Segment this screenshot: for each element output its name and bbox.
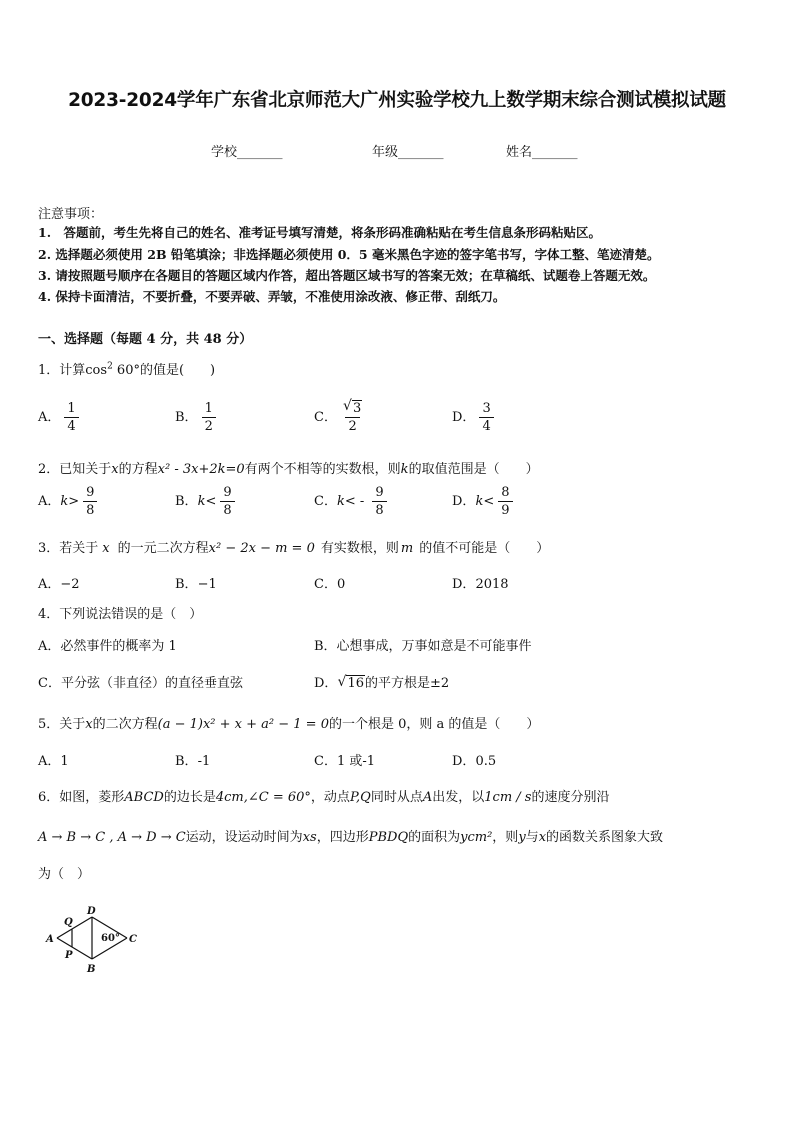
q5-stem-c: 的一个根是 0，则 a 的值是（ ） [328,717,540,732]
radicand: 3 [352,401,362,416]
option-label: B． [175,494,198,509]
label-d: D [87,906,96,917]
q6-path: A → B → C , A → D → C [38,830,186,845]
q5-equation: (a − 1)x² + x + a² − 1 = 0 [157,717,329,732]
q3-option-c[interactable] [314,573,345,592]
option-label: A． [38,577,61,592]
fraction [341,400,364,435]
numerator: 8 [501,485,510,500]
q6-text: 与 [525,830,539,845]
q6-pbdq: PBDQ [368,830,409,845]
q6-xs: xs [302,830,317,845]
question-3-stem [38,537,549,556]
q6-ycm: ycm² [460,830,493,845]
numerator: 1 [67,401,76,416]
q6-point-a: A [422,790,433,805]
q6-x: x [538,830,547,845]
q1-exp: 2 [107,361,113,372]
label-a: A [46,934,54,945]
option-value: -1 [197,754,211,769]
q2-var2: k [400,462,409,477]
q6-text: 出发，以 [432,790,485,805]
q4-option-a[interactable]: A．必然事件的概率为 1 [38,639,177,654]
grade-field: 年级_______ [372,145,444,160]
q2-stem-b: 的方程 [118,462,158,477]
question-6-line-3: 为（ ） [38,867,91,882]
option-value: 1 或-1 [336,754,376,769]
fraction [202,400,216,435]
notice-item-4: 4. 保持卡面清洁，不要折叠，不要弄破、弄皱，不准使用涂改液、修正带、刮纸刀。 [38,289,506,304]
q5-var: x [85,717,93,732]
q1-stem-a: 1．计算 [38,363,86,378]
q1-option-d[interactable] [452,400,494,435]
denominator: 9 [498,501,512,519]
q3-stem-a: 3．若关于 [38,541,99,556]
q1-option-b[interactable] [175,400,216,435]
section-heading: 一、选择题（每题 4 分，共 48 分） [38,332,253,347]
option-value: −2 [60,577,80,592]
q5-stem-b: 的二次方程 [92,717,158,732]
q3-option-d[interactable] [452,573,509,592]
question-6-line-2 [38,826,663,845]
option-label: D． [452,577,476,592]
question-5-stem [38,713,539,732]
option-value: 1 [60,754,69,769]
notice-heading: 注意事项： [38,207,104,222]
q6-abcd: ABCD [124,790,164,805]
option-label: A． [38,494,61,509]
edge-ab [57,938,92,959]
option-label: B． [175,410,198,425]
q4-option-c[interactable]: C．平分弦（非直径）的直径垂直弦 [38,676,243,691]
denominator: 4 [64,417,78,435]
q6-text: 同时从点 [370,790,423,805]
option-label: B． [175,754,198,769]
q2-option-c[interactable] [314,484,387,519]
q3-var: x [102,541,110,556]
q6-text: 的面积为 [408,830,461,845]
radicand: 16 [347,676,364,691]
denominator: 4 [479,417,493,435]
option-value: 0 [336,577,346,592]
q6-text: 的函数关系图象大致 [546,830,664,845]
q2-option-b[interactable] [175,484,235,519]
label-angle: 60° [101,933,120,944]
q3-equation: x² − 2x − m = 0 [208,541,315,556]
q6-text: ，则 [492,830,519,845]
denominator: 8 [372,501,386,519]
numerator: 9 [86,485,95,500]
numerator: 9 [375,485,384,500]
question-6-line-1 [38,786,609,805]
q3-stem-b: 的一元二次方程 [117,541,209,556]
sqrt-symbol: √ 3 [342,398,362,416]
option-label: C． [314,754,337,769]
label-p: P [65,950,73,961]
q3-var2: m [400,541,414,556]
rhombus-figure [40,900,150,975]
question-4-stem: 4．下列说法错误的是（ ） [38,607,203,622]
sqrt-symbol: √ 16 [337,674,364,691]
question-2-stem [38,458,539,477]
fraction [64,400,78,435]
q2-equation: x² - 3x+2k=0 [157,462,245,477]
notice-item-3: 3. 请按照题号顺序在各题目的答题区域内作答，超出答题区域书写的答案无效；在草稿纸、试题卷上答题无效。 [38,268,656,283]
option-label: C． [314,577,337,592]
numerator [341,400,364,417]
relation: k< [336,494,356,509]
label-b: B [87,964,96,975]
relation: k< [475,494,495,509]
q6-text: ，四边形 [316,830,369,845]
denominator: 8 [83,501,97,519]
q6-text: ，动点 [310,790,350,805]
notice-item-2: 2. 选择题必须使用 2B 铅笔填涂；非选择题必须使用 0．5 毫米黑色字迹的签字笔书写，字体工整、笔迹清楚。 [38,247,660,262]
q2-stem-a: 2．已知关于 [38,462,112,477]
q1-stem-b: 的值是( ) [139,363,216,378]
fraction [83,484,97,519]
label-q: Q [64,917,73,928]
school-field: 学校_______ [211,145,283,160]
option-label: A． [38,410,61,425]
q5-option-d[interactable] [452,750,496,769]
sign: - [355,494,369,509]
option-label: C． [314,410,337,425]
q3-option-a[interactable] [38,573,80,592]
relation: k> [60,494,80,509]
q6-text: 6．如图，菱形 [38,790,125,805]
option-label: C． [314,494,337,509]
question-1-stem [38,359,215,378]
q1-expr: cos [85,363,108,378]
q4-option-b[interactable]: B．心想事成，万事如意是不可能事件 [314,639,532,654]
q2-var: x [111,462,119,477]
option-label: D． [452,410,476,425]
denominator: 2 [202,417,216,435]
q6-condition: 4cm,∠C = 60° [215,790,311,805]
q6-y: y [518,830,526,845]
fraction [372,484,386,519]
option-value: 2018 [475,577,509,592]
q6-pq: P,Q [349,790,371,805]
q3-stem-d: 的值不可能是（ ） [419,541,550,556]
page-title: 2023-2024学年广东省北京师范大广州实验学校九上数学期末综合测试模拟试题 [68,90,726,111]
option-value: 0.5 [475,754,497,769]
q5-option-a[interactable] [38,750,69,769]
numerator: 3 [482,401,491,416]
q1-deg: 60° [112,363,140,378]
option-label: A． [38,754,61,769]
edge-ad [57,917,92,938]
q6-text: 运动，设运动时间为 [185,830,303,845]
q4-option-d[interactable] [314,672,449,691]
fraction [220,484,234,519]
q6-speed: 1cm / s [484,790,532,805]
option-label: D． [314,676,338,691]
option-label: B． [175,577,198,592]
numerator: 1 [204,401,213,416]
option-rest: 的平方根是±2 [364,676,450,691]
denominator: 8 [220,501,234,519]
option-label: D． [452,494,476,509]
q6-text: 的速度分别沿 [531,790,610,805]
q5-option-c[interactable] [314,750,375,769]
q1-option-a[interactable] [38,400,79,435]
option-value: −1 [197,577,217,592]
numerator: 9 [223,485,232,500]
q5-option-b[interactable] [175,750,210,769]
q2-option-d[interactable] [452,484,513,519]
q3-option-b[interactable] [175,573,217,592]
fraction [479,400,493,435]
denominator: 2 [345,417,359,435]
q2-option-a[interactable] [38,484,97,519]
notice-item-1: 1. 答题前，考生先将自己的姓名、准考证号填写清楚，将条形码准确粘贴在考生信息条形码粘贴区。 [38,225,602,240]
q5-stem-a: 5．关于 [38,717,86,732]
label-c: C [129,934,137,945]
name-field: 姓名_______ [506,145,578,160]
q3-stem-c: 有实数根，则 [320,541,399,556]
option-label: D． [452,754,476,769]
q1-option-c[interactable] [314,400,364,435]
fraction [498,484,512,519]
relation: k< [197,494,217,509]
q2-stem-d: 的取值范围是（ ） [408,462,539,477]
q2-stem-c: 有两个不相等的实数根，则 [244,462,401,477]
q6-text: 的边长是 [163,790,216,805]
